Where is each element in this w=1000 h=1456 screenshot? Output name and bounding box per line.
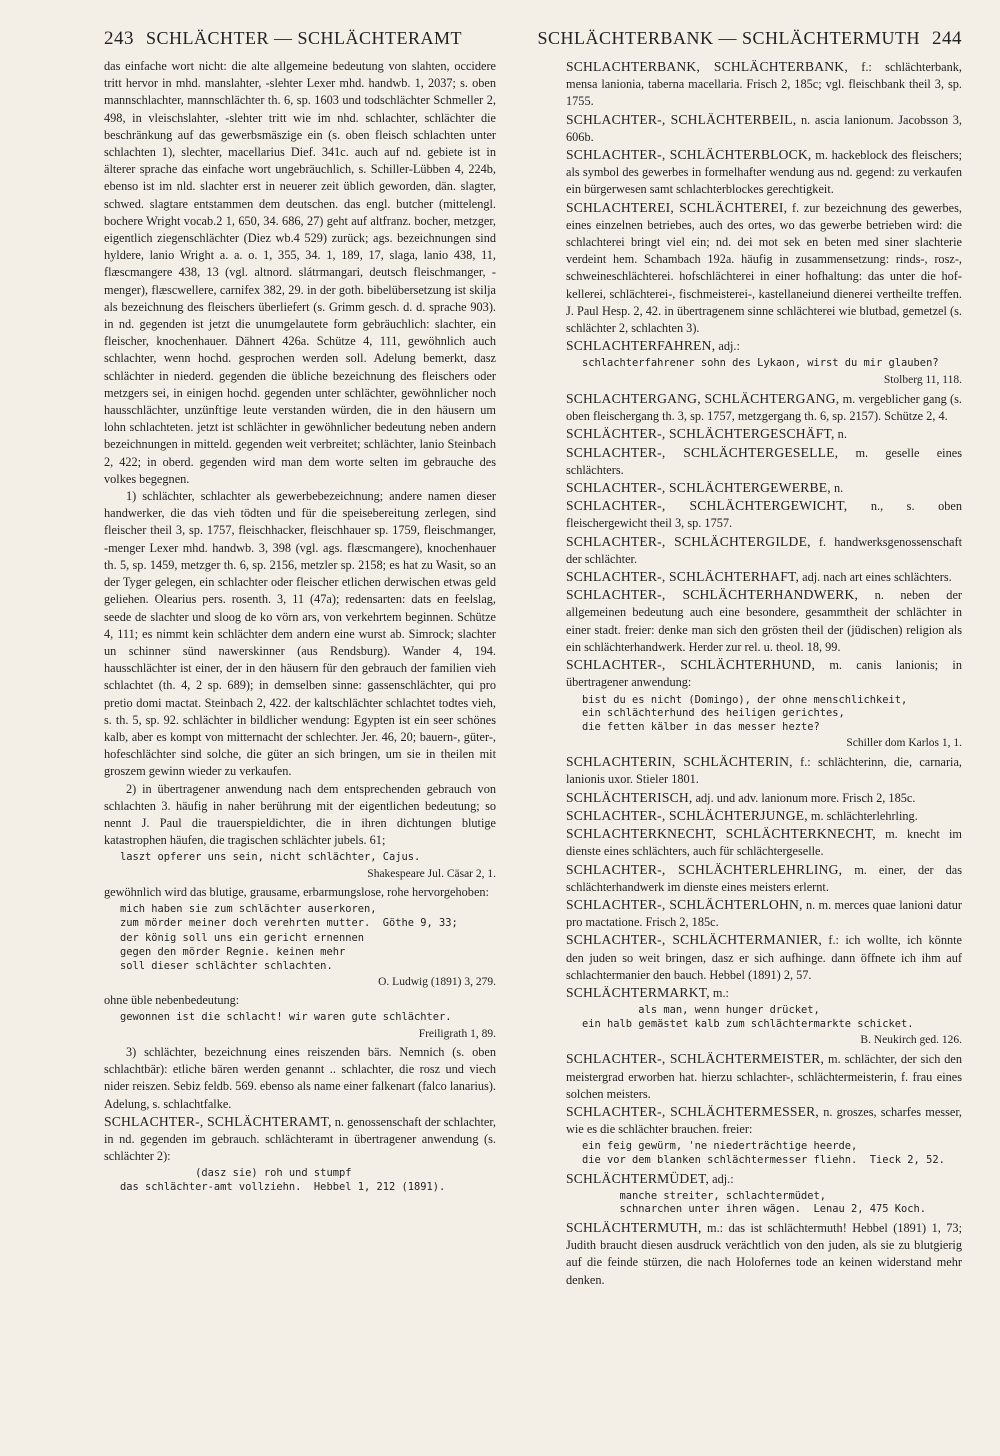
entry-definition: n. neben der allgemeinen bedeutung auch eine besondere, gesammtheit der schlächter in einer stadt. freier: denke man sich den grösten theil der (jüdischen) religion als ein schlächterhandwerk. Herder zur rel. u. theol. 18, 99. — [566, 588, 962, 654]
entry-definition: adj.: — [715, 339, 740, 354]
dictionary-entry — [566, 444, 962, 479]
entry-headword: SCHLACHTERFAHREN, — [566, 338, 716, 354]
entry-definition: n., s. oben fleischergewicht theil 3, sp. 1757. — [566, 499, 962, 531]
entry-definition: adj.: — [709, 1171, 734, 1186]
entry-definition: m.: — [709, 985, 729, 1000]
right-column — [566, 58, 962, 1398]
right-running-title: SCHLÄCHTERBANK — SCHLÄCHTERMUTH — [537, 28, 920, 48]
citation-source: O. Ludwig (1891) 3, 279. — [378, 976, 496, 989]
dictionary-entry — [566, 586, 962, 656]
entry-headword: SCHLACHTER-, SCHLÄCHTERAMT, — [104, 1113, 332, 1129]
entry-headword: SCHLACHTER-, SCHLÄCHTERGEWICHT, — [566, 498, 848, 514]
citation-source: B. Neukirch ged. 126. — [860, 1034, 962, 1047]
dictionary-entry — [566, 146, 962, 199]
entry-definition: n. m. merces quae lanioni datur pro mactatione. Frisch 2, 185c. — [566, 897, 962, 930]
citation-source: Schiller dom Karlos 1, 1. — [846, 737, 962, 750]
citation-source: Freiligrath 1, 89. — [418, 1027, 496, 1040]
entry-definition: f.: schlächterbank, mensa lanionia, taberna macellaria. Frisch 2, 185c; vgl. fleischbank theil 3, sp. 1755. — [566, 60, 962, 109]
entry-definition: m. schlächter, der sich den meistergrad erworben hat. hierzu schlachter-, schlächtermeisterin, f. frau eines solchen meisters. — [566, 1052, 962, 1101]
entry-definition: n. — [834, 427, 847, 442]
dictionary-entry — [566, 568, 962, 586]
dictionary-entry — [566, 1050, 962, 1103]
dictionary-entry — [566, 931, 962, 984]
entry-definition: adj. nach art eines schlächters. — [799, 570, 952, 585]
quotation: gewonnen ist die schlacht! wir waren gute schlächter. — [120, 1011, 452, 1024]
entry-definition: m. vergeblicher gang (s. oben fleischergang th. 3, sp. 1757, metzgergang th. 6, sp. 2157). Schütze 2, 4. — [566, 392, 962, 424]
dictionary-entry — [566, 789, 962, 807]
left-page-header — [104, 28, 496, 56]
dictionary-entry — [566, 199, 962, 338]
dictionary-entry — [566, 825, 962, 860]
entry-headword: SCHLACHTERGANG, SCHLÄCHTERGANG, — [566, 391, 840, 407]
entry-headword: SCHLACHTER-, SCHLÄCHTERJUNGE, — [566, 807, 808, 823]
quotation: der könig soll uns ein gericht ernennen gegen den mörder Regnie. keinen mehr soll dieser schlächter schlachten. — [120, 932, 364, 972]
left-page-number: 243 — [104, 28, 134, 49]
entry-definition: n. groszes, scharfes messer, wie es die schlächter brauchen. freier: — [566, 1104, 962, 1137]
dictionary-entry — [566, 896, 962, 931]
entry-headword: SCHLÄCHTER-, SCHLÄCHTERGESCHÄFT, — [566, 426, 835, 442]
left-column — [104, 58, 496, 1398]
quotation: bist du es nicht (Domingo), der ohne menschlichkeit, ein schlächterhund des heiligen gerichtes, die fetten kälber in das messer hezte? — [582, 693, 908, 733]
entry-headword: SCHLACHTER-, SCHLÄCHTERMESSER, — [566, 1103, 819, 1119]
entry-definition: m. schlächterlehrling. — [807, 808, 918, 823]
entry-headword: SCHLACHTER-, SCHLÄCHTERGILDE, — [566, 533, 811, 549]
dictionary-entry — [566, 984, 962, 1002]
entry-headword: SCHLACHTERKNECHT, SCHLÄCHTERKNECHT, — [566, 826, 876, 842]
quotation: mich haben sie zum schlächter auserkoren, zum mörder meiner doch verehrten mutter. Göthe 9, 33; — [120, 903, 458, 929]
dictionary-entry — [566, 425, 962, 443]
right-page-number: 244 — [932, 28, 962, 49]
dictionary-entry — [566, 111, 962, 146]
body-paragraph: das einfache wort nicht: die alte allgemeine bedeutung von slahten, occidere tritt hervor in mhd. manslahter, -slehter Lexer mhd. handwb. 1, 2037; s. oben mannschlachter, mannschlächter th. 6, sp. 1603 und todschlächter Schmeller 2, 498, in vleischslahter, -slehter tritt wie im nhd. schlachter, schlächter die beschränkung auf das gewerbsmäszige ein (s. oben fleisch schlachten unter schlachten 1), slechter, macellarius Dief. 341c. auch auf nd. gebiete ist in älterer sprache das einfache wort ungebräuchlich, s. Schiller-Lübben 4, 224b, ebenso ist im nld. slachter erst in neuerer zeit üblich geworden, dän. slagter, schwed. slagtare entstammen dem deutschen. das engl. butcher (mittelengl. bochere Wright vocab.2 1, 650, 34. 686, 27) geht auf altfranz. bocher, metzger, eigentlich ziegenschlächter (Diez wb.4 529) zurück; ags. bezeichnungen sind hyldere, lanio Wright a. a. o. 1, 355, 34. 1, 189, 17, slaga, lanio 438, 11, flæscmangere 438, 13 (vgl. altnord. slátrmangari, deutsch fleischmanger, -menger), flæscwellere, carnifex 382, 29. in der goth. bibelübersetzung ist skilja als bezeichnung des fleischers überliefert (s. Grimm gesch. d. d. sprache 903). in nd. gegenden ist jetzt die unumgelautete form gebräuchlich: slachter, ein fleischer, knochenhauer. Dähnert 426a. Schütze 4, 111, gewöhnlich auch schlachter, wenn hochd. gesprochen werden soll. Adelung bemerkt, dasz schlächter in niederd. gegenden die übliche bezeichnung des fleischers oder metzgers sei, in einigen hochd. gegenden unter schlächter, gewöhnlicher noch hausschlächter, unzünftige leute verstanden würden, die in den häusern um lohn schlachteten. jetzt ist schlächter in gewöhnlicher bedeutung neben andern bezeichnungen in mitteld. gegenden weit verbreitet; schlächter, lanio Steinbach 2, 422; in oberd. gegenden wird man dem worte selten im gebrauche des volkes begegnen. — [104, 59, 496, 486]
dictionary-entry — [566, 337, 962, 355]
entry-headword: SCHLACHTER-, SCHLÄCHTERLOHN, — [566, 896, 803, 912]
entry-headword: SCHLACHTER-, SCHLÄCHTERBEIL, — [566, 111, 797, 127]
right-page-header — [537, 28, 962, 56]
entry-headword: SCHLÄCHTERMUTH, — [566, 1219, 702, 1235]
body-paragraph: 1) schlächter, schlachter als gewerbebezeichnung; andere namen dieser handwerker, die das vieh tödten und für die speisebereitung zerlegen, sind fleischer theil 3, sp. 1757, fleischhacker, fleischhauer sp. 1759, fleischmanger, -menger Lexer mhd. handwb. 3, 398 (vgl. ags. flæscmangere), knochenhauer th. 5, sp. 1459, metzger th. 6, sp. 2156, metzler sp. 2158; es hat zu Wasit, so an der Tyger gelegen, ein schlachter oder fleischer etlichen derwischen etwas geld geliehen. Olearius pers. rosenth. 3, 11 (47a); redensarten: dats en feelslag, seede de slachter und sloog de ko vörn ars, von verkehrtem beginnen. Schütze 4, 111; es nimmt kein schlächter dem andern eine wurst ab. Simrock; slachter un schinner sünd nawerskinner (aus Rendsburg). Wander 4, 194. hausschlächter ist einer, der in den häusern für den gebrauch der familien vieh schlachtet (th. 4, 2 sp. 689); in demselben sinne: gassenschlächter, qui pro pretio domi mactat. Steinbach 2, 422. der kaltschlächter schlachtet todtes vieh, s. th. 5, sp. 92. schlächter in bildlicher wendung: Egypten ist ein seer schönes kalb, aber es kompt von mitternacht der schlechter. Jer. 46, 20; bauern-, güter-, hofeschlächter sind solche, die güter an sich bringen, um sie in theilen mit groszem gewinn wieder zu verkaufen. — [104, 489, 496, 779]
entry-headword: SCHLACHTERBANK, SCHLÄCHTERBANK, — [566, 59, 848, 74]
dictionary-entry — [566, 656, 962, 691]
dictionary-entry — [566, 807, 962, 825]
entry-definition: m. canis lanionis; in übertragener anwendung: — [566, 658, 962, 690]
dictionary-entry — [566, 753, 962, 788]
entry-headword: SCHLACHTER-, SCHLÄCHTERMANIER, — [566, 932, 822, 948]
entry-definition: n. — [830, 481, 844, 496]
body-paragraph: 3) schlächter, bezeichnung eines reiszenden bärs. Nemnich (s. oben schlachtbär): etliche bären werden genannt .. schlachter, die rosz und viech nider reiszen. Sebiz feldb. 569. ebenso als name einer falkenart (falco lanarius). Adelung, s. schlachtfalke. — [104, 1044, 496, 1111]
quotation: ein feig gewürm, 'ne niederträchtige heerde, die vor dem blanken schlächtermesser fliehn. Tieck 2, 52. — [582, 1140, 945, 1166]
quotation: (dasz sie) roh und stumpf das schlächter-amt vollziehn. Hebbel 1, 212 (1891). — [120, 1167, 446, 1193]
quotation: schlachterfahrener sohn des Lykaon, wirst du mir glauben? — [582, 357, 939, 370]
dictionary-entry — [566, 1170, 962, 1188]
dictionary-entry — [566, 58, 962, 111]
entry-headword: SCHLÄCHTERMARKT, — [566, 984, 710, 1000]
body-paragraph: gewöhnlich wird das blutige, grausame, erbarmungslose, rohe hervorgehoben: — [104, 884, 489, 899]
entry-headword: SCHLÄCHTERMÜDET, — [566, 1170, 710, 1186]
entry-definition: m. geselle eines schlächters. — [566, 445, 962, 477]
dictionary-entry — [566, 497, 962, 532]
entry-headword: SCHLACHTER-, SCHLÄCHTERHUND, — [566, 657, 816, 673]
dictionary-entry — [104, 1113, 496, 1166]
entry-definition: m. knecht im dienste eines schlächters, auch für schlächtergeselle. — [566, 827, 962, 859]
body-paragraph: 2) in übertragener anwendung nach dem entsprechenden gebrauch von schlachten 3. häufig in naher berührung mit der eigentlichen bedeutung; so nennt J. Paul die trauerspieldichter, die in ihren dichtungen blutige katastrophen häufen, die tragischen schlächter jubels. 61; — [104, 781, 496, 848]
entry-definition: f. zur bezeichnung des gewerbes, eines einzelnen betriebes, auch des ortes, wo das gewerbe betrieben wird: die schlachterei bringt viel ein; nd. dei mot sek en beten med siner slachterie verdeint hem. Schambach 192a. häufig in zusammensetzung: rinds-, rosz-, schweineschlächterei. hofschlächterei in einer hofhaltung: das unter die hof-kellerei, schlächterei-, fischmeisterei-, kastellaneiund dienerei vertheilte treffen. J. Paul Hesp. 2, 42. in übertragenem sinne schlächterei wie blutbad, gemetzel (s. schlächter 2, schlachten 3). — [566, 200, 962, 336]
entry-definition: n. genossenschaft der schlachter, in nd. gegenden im gebrauch. schlächteramt in übertragener anwendung (s. schlächter 2): — [104, 1114, 496, 1164]
dictionary-entry — [566, 390, 962, 425]
entry-headword: SCHLACHTER-, SCHLÄCHTERGEWERBE, — [566, 480, 831, 496]
entry-definition: m.: das ist schlächtermuth! Hebbel (1891) 1, 73; Judith braucht diesen ausdruck verächtlich von den juden, als sie zu blutgierig auf die feinde stürzen, die nach Holofernes tode an keinen widerstand mehr denken. — [566, 1220, 962, 1287]
entry-headword: SCHLACHTER-, SCHLÄCHTERLEHRLING, — [566, 861, 843, 877]
body-paragraph: ohne üble nebenbedeutung: — [104, 993, 240, 1008]
entry-definition: f. handwerksgenossenschaft der schlächter. — [566, 534, 962, 566]
entry-definition: f.: ich wollte, ich könnte den juden so weit bringen, dasz er sich aufhinge. dann öffnete ich ihm auf schlachtermanier den bauch. Hebbel (1891) 2, 57. — [566, 933, 962, 982]
entry-headword: SCHLACHTEREI, SCHLÄCHTEREI, — [566, 199, 788, 215]
entry-headword: SCHLACHTER-, SCHLÄCHTERBLOCK, — [566, 147, 812, 163]
entry-headword: SCHLACHTER-, SCHLÄCHTERHANDWERK, — [566, 587, 859, 603]
quotation: manche streiter, schlachtermüdet, schnarchen unter ihren wägen. Lenau 2, 475 Koch. — [619, 1189, 927, 1216]
entry-headword: SCHLACHTERIN, SCHLÄCHTERIN, — [566, 754, 793, 770]
entry-definition: f.: schlächterinn, die, carnaria, lanionis uxor. Stieler 1801. — [566, 755, 962, 787]
entry-definition: adj. und adv. lanionum more. Frisch 2, 185c. — [692, 790, 916, 805]
quotation: als man, wenn hunger drücket, ein halb gemästet kalb zum schlächtermarkte schicket. — [582, 1004, 914, 1030]
entry-headword: SCHLACHTER-, SCHLÄCHTERMEISTER, — [566, 1051, 825, 1067]
entry-definition: m. hackeblock des fleischers; als symbol des gewerbes in formelhafter wendung aus nd. gegend: zu verkaufen ein bürgerwesen samt schlachterblockes gerechtigkeit. — [566, 148, 962, 197]
dictionary-entry — [566, 1219, 962, 1289]
entry-headword: SCHLACHTER-, SCHLÄCHTERGESELLE, — [566, 444, 839, 460]
dictionary-entry — [566, 533, 962, 568]
citation-source: Stolberg 11, 118. — [883, 374, 962, 387]
dictionary-entry — [566, 861, 962, 896]
citation-source: Shakespeare Jul. Cäsar 2, 1. — [367, 867, 496, 880]
entry-definition: m. einer, der das schlächterhandwerk im dienste eines meisters erlernt. — [566, 862, 962, 894]
entry-headword: SCHLACHTER-, SCHLÄCHTERHAFT, — [566, 569, 800, 585]
entry-headword: SCHLÄCHTERISCH, — [566, 789, 693, 805]
left-running-title: SCHLÄCHTER — SCHLÄCHTERAMT — [146, 28, 463, 48]
dictionary-entry — [566, 1103, 962, 1138]
entry-definition: n. ascia lanionum. Jacobsson 3, 606b. — [566, 112, 962, 144]
dictionary-entry — [566, 479, 962, 497]
quotation: laszt opferer uns sein, nicht schlächter, Cajus. — [120, 851, 421, 864]
